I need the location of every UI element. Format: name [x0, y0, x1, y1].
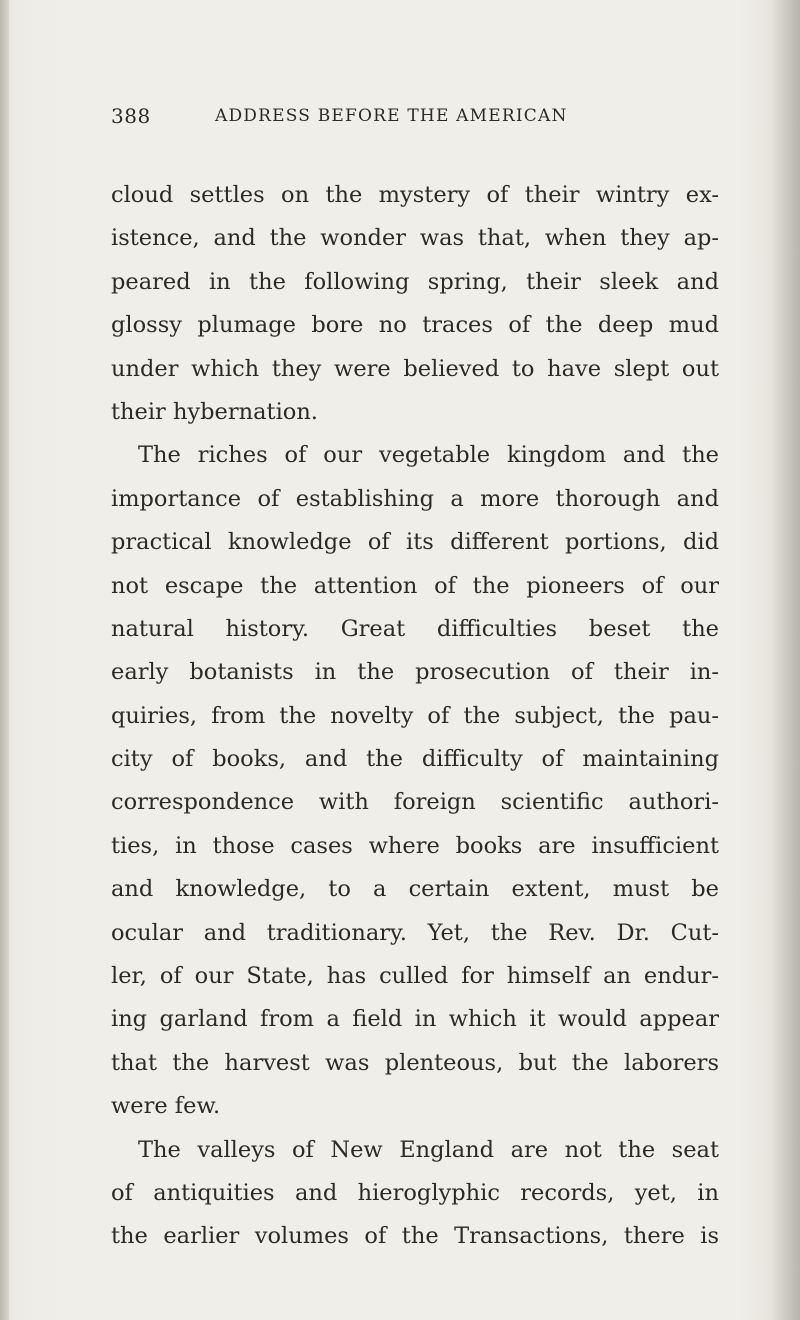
text-line: glossy plumage bore no traces of the deep mud [111, 312, 719, 339]
text-line: quiries, from the novelty of the subject, the pau- [111, 702, 719, 729]
text-line: not escape the attention of the pioneers of our [111, 572, 719, 599]
page-number: 388 [111, 104, 151, 128]
body-text [111, 174, 719, 1259]
text-line: peared in the following spring, their sleek and [111, 268, 719, 295]
text-line: istence, and the wonder was that, when they ap- [111, 225, 719, 252]
text-line: natural history. Great difficulties beset the [111, 615, 719, 642]
text-line: their hybernation. [111, 398, 318, 425]
page-edge-shadow [770, 0, 800, 1320]
text-line: cloud settles on the mystery of their wintry ex- [111, 182, 719, 208]
text-line: early botanists in the prosecution of their in- [111, 659, 719, 686]
text-line: correspondence with foreign scientific authori- [111, 789, 719, 816]
text-line: importance of establishing a more thorough and [111, 485, 719, 512]
text-line: ler, of our State, has culled for himself an endur- [111, 963, 719, 990]
text-line: practical knowledge of its different portions, did [111, 529, 719, 556]
page-gutter-shadow [0, 0, 9, 1320]
page-header [111, 104, 711, 134]
text-line: and knowledge, to a certain extent, must be [111, 876, 719, 903]
text-line: ties, in those cases where books are insufficient [111, 832, 719, 859]
text-line: of antiquities and hieroglyphic records, yet, in [111, 1179, 719, 1206]
running-head: ADDRESS BEFORE THE AMERICAN [215, 106, 568, 126]
text-line: city of books, and the difficulty of maintaining [111, 746, 719, 773]
text-line: ocular and traditionary. Yet, the Rev. Dr. Cut- [111, 919, 719, 946]
text-line: that the harvest was plenteous, but the laborers [111, 1049, 719, 1076]
text-line: the earlier volumes of the Transactions, there is [111, 1223, 719, 1250]
text-line: The riches of our vegetable kingdom and the [138, 442, 719, 469]
text-line: The valleys of New England are not the seat [138, 1136, 719, 1163]
text-line: ing garland from a field in which it would appear [111, 1006, 719, 1033]
text-line: under which they were believed to have slept out [111, 355, 719, 382]
text-line: were few. [111, 1093, 221, 1120]
